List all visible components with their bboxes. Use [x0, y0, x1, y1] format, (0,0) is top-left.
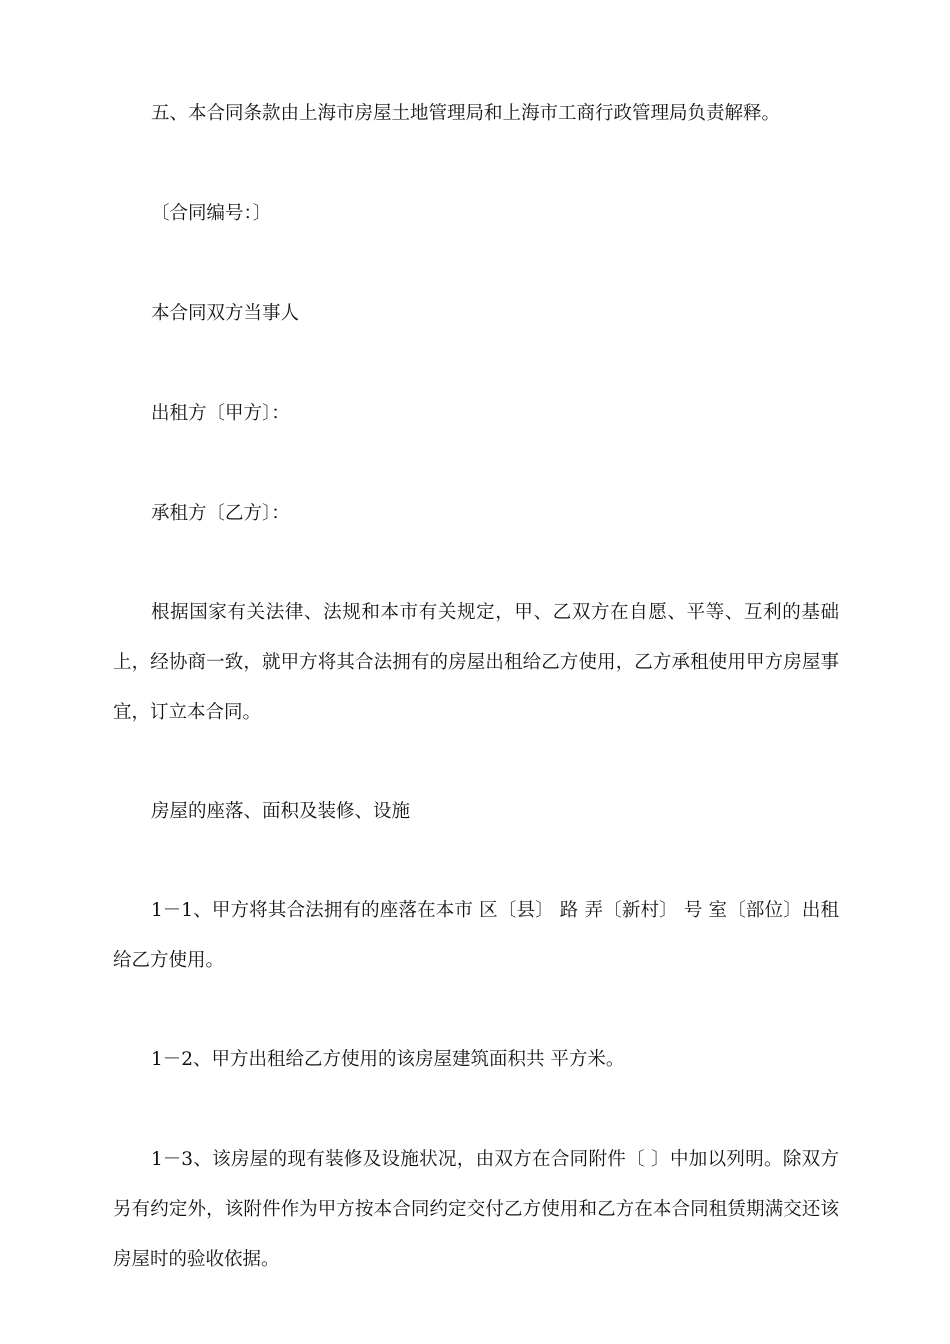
paragraph-preamble: 根据国家有关法律、法规和本市有关规定，甲、乙双方在自愿、平等、互利的基础上，经协商一致，就甲方将其合法拥有的房屋出租给乙方使用，乙方承租使用甲方房屋事宜，订立本合同。 [113, 602, 839, 723]
paragraph-parties-heading: 本合同双方当事人 [151, 303, 300, 324]
paragraph-clause-1-2: 1－2、甲方出租给乙方使用的该房屋建筑面积共 平方米。 [151, 1049, 625, 1070]
paragraph-interpretation-clause: 五、本合同条款由上海市房屋土地管理局和上海市工商行政管理局负责解释。 [151, 103, 781, 124]
paragraph-contract-number: 〔合同编号：〕 [151, 203, 272, 224]
paragraph-lessee: 承租方〔乙方〕： [151, 503, 290, 524]
paragraph-clause-1-1: 1－1、甲方将其合法拥有的座落在本市 区〔县〕 路 弄〔新村〕 号 室〔部位〕出租给乙方使用。 [113, 900, 839, 971]
paragraph-lessor: 出租方〔甲方〕： [151, 403, 290, 424]
paragraph-section-heading: 房屋的座落、面积及装修、设施 [151, 801, 411, 822]
paragraph-clause-1-3: 1－3、该房屋的现有装修及设施状况，由双方在合同附件〔 〕中加以列明。除双方另有约定外，该附件作为甲方按本合同约定交付乙方使用和乙方在本合同租赁期满交还该房屋时的验收依据。 [113, 1149, 839, 1270]
